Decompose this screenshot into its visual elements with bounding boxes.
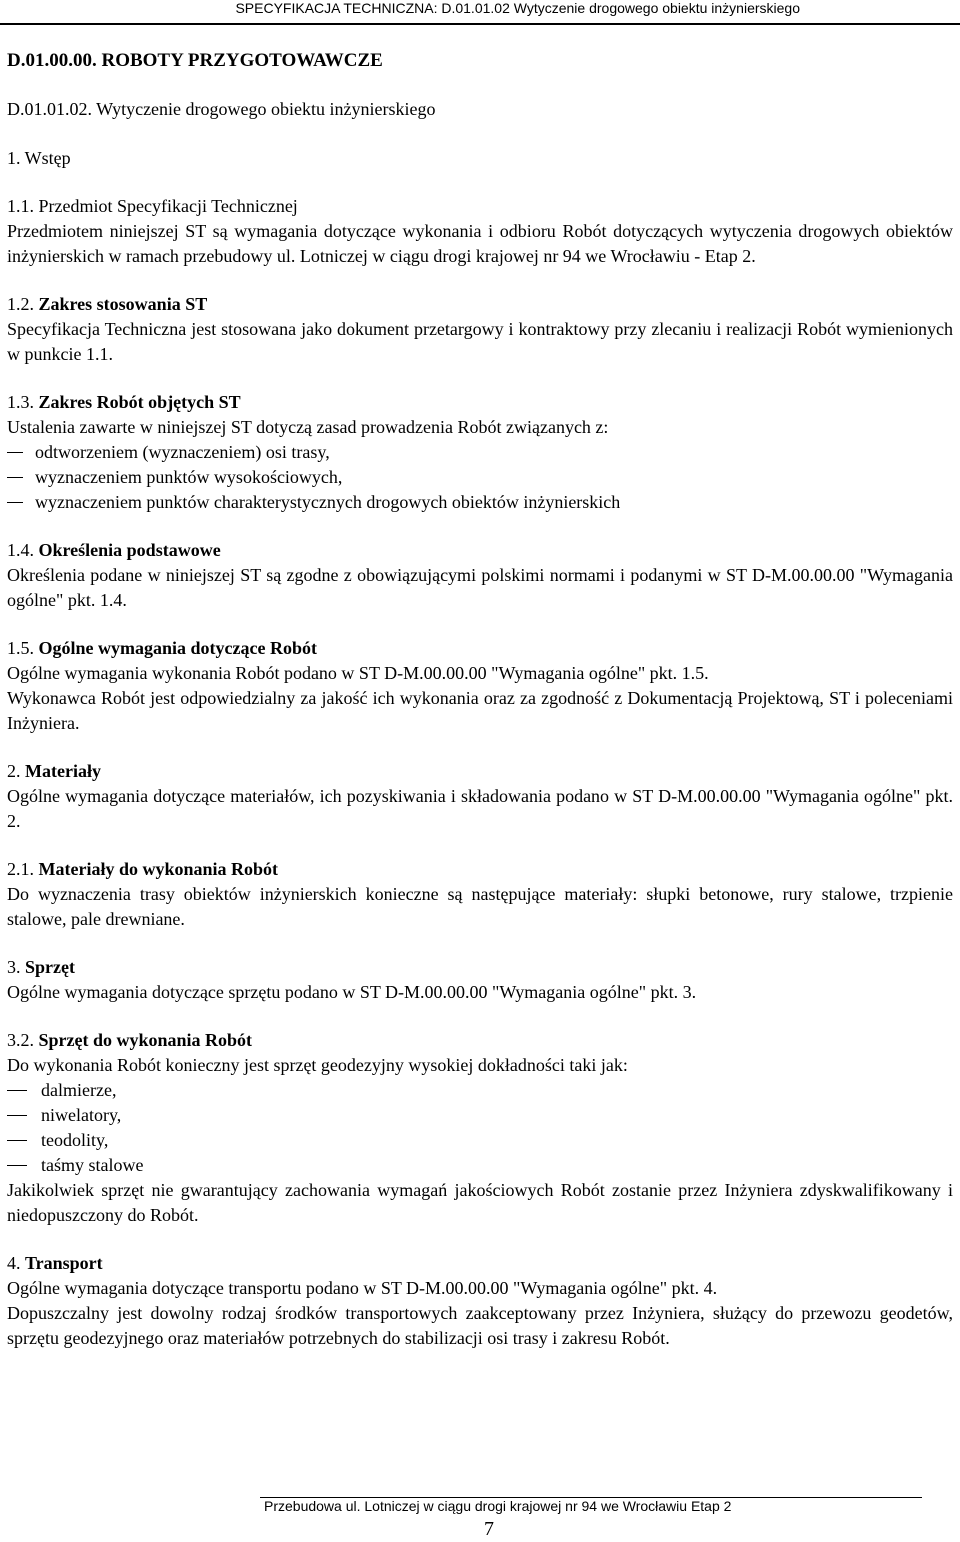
section-4-text: Ogólne wymagania dotyczące transportu podano w ST D-M.00.00.00 "Wymagania ogólne" pkt. 4. [7,1278,718,1298]
section-1-1-heading [7,194,953,219]
section-title: Ogólne wymagania dotyczące Robót [38,638,317,658]
page-number: 7 [484,1518,494,1540]
section-title: Sprzęt do wykonania Robót [38,1030,253,1050]
header-divider [0,23,960,25]
list-item [7,490,953,515]
list-item-text: dalmierze, [41,1080,117,1100]
section-title: Określenia podstawowe [38,540,221,560]
section-4-heading [7,1251,953,1276]
section-1-2-heading [7,292,953,317]
list-item [7,1128,953,1153]
list-item [7,1153,953,1178]
running-header: SPECYFIKACJA TECHNICZNA: D.01.01.02 Wytyczenie drogowego obiektu inżynierskiego [235,0,800,16]
dash-bullet-icon [7,1090,27,1091]
dash-bullet-icon [7,1140,27,1141]
list-item-text: taśmy stalowe [41,1155,144,1175]
section-1-4-text: Określenia podane w niniejszej ST są zgodne z obowiązującymi polskimi normami i podanymi w ST D-M.00.00.00 "Wymagania ogólne" pkt. 1.4. [7,565,953,610]
part-title: D.01.00.00. ROBOTY PRZYGOTOWAWCZE [7,50,383,71]
scope-list [7,440,953,515]
section-1-5-text: Ogólne wymagania wykonania Robót podano w ST D-M.00.00.00 "Wymagania ogólne" pkt. 1.5. [7,663,709,683]
section-title: Sprzęt [25,957,75,977]
list-item-text: teodolity, [41,1130,109,1150]
dash-bullet-icon [7,452,23,453]
list-item-text: wyznaczeniem punktów wysokościowych, [35,467,343,487]
list-item-text: odtworzeniem (wyznaczeniem) osi trasy, [35,442,330,462]
dash-bullet-icon [7,1165,27,1166]
section-3-heading [7,955,953,980]
section-1-5-text-2: Wykonawca Robót jest odpowiedzialny za jakość ich wykonania oraz za zgodność z Dokumentacją Projektową, ST i poleceniami Inżyniera. [7,688,953,733]
section-number: 2.1. [7,859,34,879]
section-2-text: Ogólne wymagania dotyczące materiałów, ich pozyskiwania i składowania podano w ST D-M.00.00.00 "Wymagania ogólne" pkt. 2. [7,786,953,831]
section-title: Materiały do wykonania Robót [38,859,279,879]
list-item [7,1078,953,1103]
section-title: Transport [25,1253,103,1273]
section-number: 1.5. [7,638,34,658]
equipment-list [7,1078,953,1178]
page-footer: Przebudowa ul. Lotniczej w ciągu drogi krajowej nr 94 we Wrocławiu Etap 2 [264,1498,732,1514]
section-2-1-heading [7,857,953,882]
section-title: Przedmiot Specyfikacji Technicznej [38,196,298,216]
section-3-2-heading [7,1028,953,1053]
document-body [7,34,953,1351]
dash-bullet-icon [7,1115,27,1116]
section-number: 3.2. [7,1030,34,1050]
section-1-3-text: Ustalenia zawarte w niniejszej ST dotyczą zasad prowadzenia Robót związanych z: [7,417,609,437]
list-item [7,440,953,465]
section-number: 1.1. [7,196,34,216]
section-number: 1.2. [7,294,34,314]
section-title: Zakres Robót objętych ST [38,392,241,412]
dash-bullet-icon [7,502,23,503]
section-title: Materiały [25,761,101,781]
section-3-2-text: Do wykonania Robót konieczny jest sprzęt geodezyjny wysokiej dokładności taki jak: [7,1055,628,1075]
section-number: 3. [7,957,21,977]
section-1-1-text: Przedmiotem niniejszej ST są wymagania dotyczące wykonania i odbioru Robót dotyczących wytyczenia drogowych obiektów inżynierskich w ramach przebudowy ul. Lotniczej w ciągu drogi krajowej nr 94 we Wrocławiu - Etap 2. [7,221,953,266]
section-1-2-text: Specyfikacja Techniczna jest stosowana jako dokument przetargowy i kontraktowy przy zlecaniu i realizacji Robót wymienionych w punkcie 1.1. [7,319,953,364]
list-item [7,1103,953,1128]
section-3-2-text-after: Jakikolwiek sprzęt nie gwarantujący zachowania wymagań jakościowych Robót zostanie przez Inżyniera zdyskwalifikowany i niedopuszczony do Robót. [7,1180,953,1225]
section-2-1-text: Do wyznaczenia trasy obiektów inżynierskich konieczne są następujące materiały: słupki betonowe, rury stalowe, trzpienie stalowe, pale drewniane. [7,884,953,929]
section-1-3-heading [7,390,953,415]
section-number: 4. [7,1253,21,1273]
section-title: Zakres stosowania ST [38,294,208,314]
section-3-text: Ogólne wymagania dotyczące sprzętu podano w ST D-M.00.00.00 "Wymagania ogólne" pkt. 3. [7,982,697,1002]
list-item [7,465,953,490]
section-1-4-heading [7,538,953,563]
section-number: 1.4. [7,540,34,560]
section-1-5-heading [7,636,953,661]
list-item-text: wyznaczeniem punktów charakterystycznych drogowych obiektów inżynierskich [35,492,621,512]
section-4-text-2: Dopuszczalny jest dowolny rodzaj środków transportowych zaakceptowany przez Inżyniera, służący do przewozu geodetów, sprzętu geodezyjnego oraz materiałów potrzebnych do stabilizacji osi trasy i zakresu Robót. [7,1303,953,1348]
section-number: 2. [7,761,21,781]
section-2-heading [7,759,953,784]
dash-bullet-icon [7,477,23,478]
section-number: 1.3. [7,392,34,412]
list-item-text: niwelatory, [41,1105,122,1125]
intro-heading: 1. Wstęp [7,148,71,168]
spec-title: D.01.01.02. Wytyczenie drogowego obiektu inżynierskiego [7,99,436,119]
